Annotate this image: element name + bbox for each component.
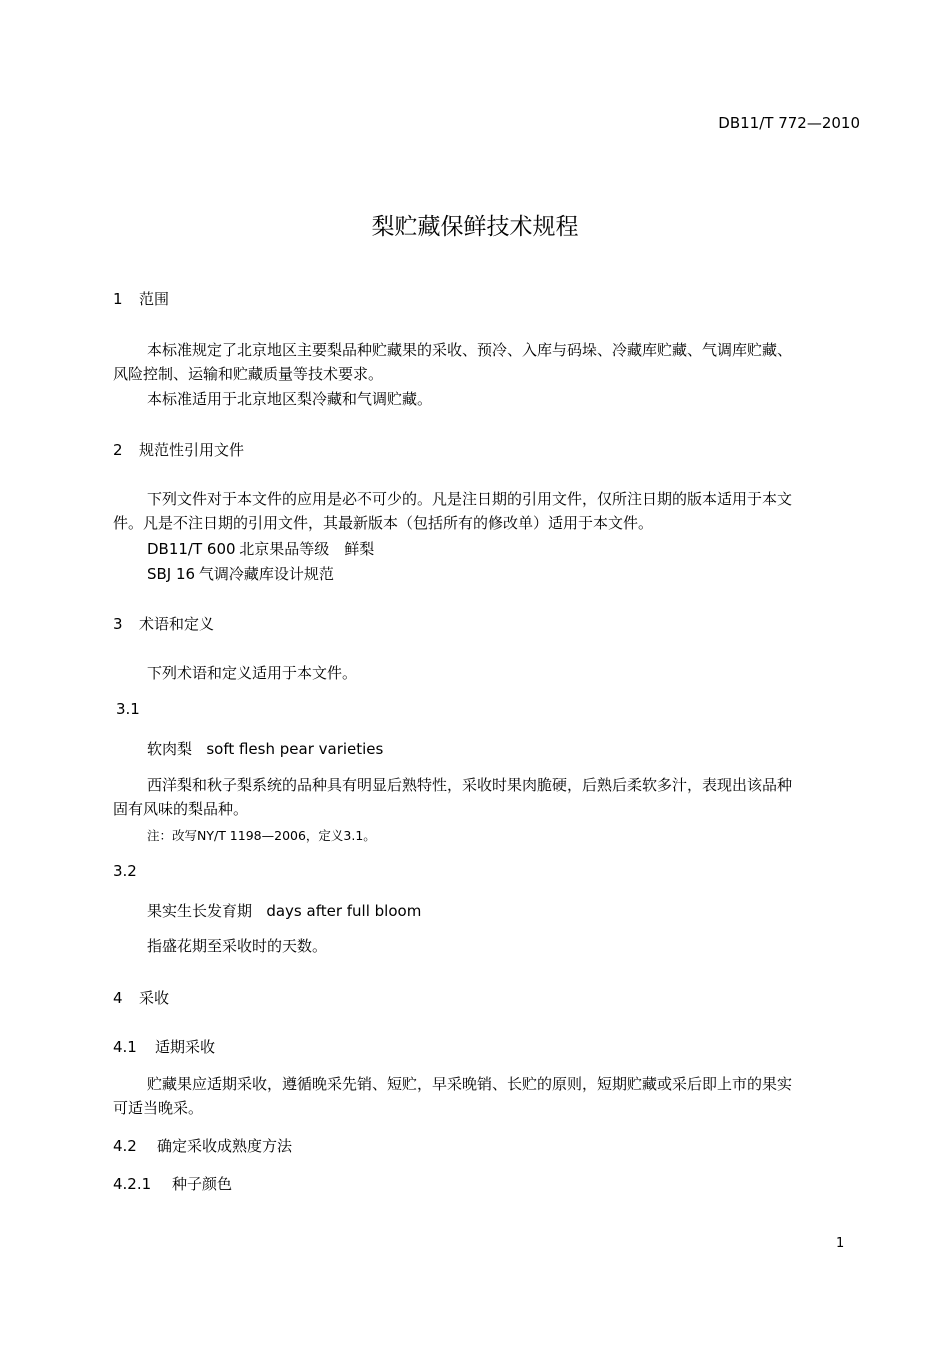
term-chinese: 软肉梨 xyxy=(147,740,193,758)
subsection-heading xyxy=(113,1036,215,1057)
subsection-heading xyxy=(113,1173,232,1194)
subsection-number: 4.1 xyxy=(113,1038,137,1056)
paragraph-line: 下列术语和定义适用于本文件。 xyxy=(147,664,358,682)
subsection-number: 4.2.1 xyxy=(113,1175,152,1193)
section-number: 1 xyxy=(113,290,123,308)
paragraph-line: 指盛花期至采收时的天数。 xyxy=(147,937,328,955)
term-chinese: 果实生长发育期 xyxy=(147,902,253,920)
reference-item xyxy=(147,538,374,559)
section-number: 4 xyxy=(113,989,123,1007)
section-heading-3 xyxy=(113,613,214,634)
term-english: soft flesh pear varieties xyxy=(206,740,384,758)
section-title: 范围 xyxy=(139,290,170,308)
paragraph-line: 西洋梨和秋子梨系统的品种具有明显后熟特性，采收时果肉脆硬，后熟后柔软多汁，表现出该品种 xyxy=(147,776,793,794)
term-heading xyxy=(147,738,383,759)
section-title: 规范性引用文件 xyxy=(139,441,245,459)
reference-title: 气调冷藏库设计规范 xyxy=(198,565,334,583)
reference-title: 北京果品等级 鲜梨 xyxy=(239,540,375,558)
subsection-heading xyxy=(113,1135,292,1156)
paragraph-line: 风险控制、运输和贮藏质量等技术要求。 xyxy=(113,365,384,383)
section-title: 术语和定义 xyxy=(139,615,215,633)
paragraph-line: 固有风味的梨品种。 xyxy=(113,800,249,818)
term-number: 3.2 xyxy=(113,862,137,880)
subsection-title: 适期采收 xyxy=(155,1038,216,1056)
reference-item xyxy=(147,563,334,584)
term-english: days after full bloom xyxy=(266,902,422,920)
section-heading-1 xyxy=(113,288,169,309)
page-number: 1 xyxy=(836,1236,845,1251)
reference-code: DB11/T 600 xyxy=(147,540,236,558)
section-number: 3 xyxy=(113,615,123,633)
paragraph-line: 可适当晚采。 xyxy=(113,1099,204,1117)
subsection-number: 4.2 xyxy=(113,1137,137,1155)
term-number: 3.1 xyxy=(116,700,140,718)
paragraph-line: 本标准适用于北京地区梨冷藏和气调贮藏。 xyxy=(147,390,433,408)
section-title: 采收 xyxy=(139,989,170,1007)
subsection-title: 确定采收成熟度方法 xyxy=(157,1137,293,1155)
section-heading-4 xyxy=(113,987,169,1008)
paragraph-line: 贮藏果应适期采收，遵循晚采先销、短贮，早采晚销、长贮的原则，短期贮藏或采后即上市的果实 xyxy=(147,1075,793,1093)
paragraph-line: 件。凡是不注日期的引用文件，其最新版本（包括所有的修改单）适用于本文件。 xyxy=(113,514,654,532)
section-heading-2 xyxy=(113,439,244,460)
section-number: 2 xyxy=(113,441,123,459)
document-code: DB11/T 772—2010 xyxy=(718,114,860,132)
note: 注：改写NY/T 1198—2006，定义3.1。 xyxy=(147,828,376,843)
term-heading xyxy=(147,900,421,921)
subsection-title: 种子颜色 xyxy=(172,1175,233,1193)
paragraph-line: 下列文件对于本文件的应用是必不可少的。凡是注日期的引用文件，仅所注日期的版本适用于本文 xyxy=(147,490,793,508)
paragraph-line: 本标准规定了北京地区主要梨品种贮藏果的采收、预冷、入库与码垛、冷藏库贮藏、气调库贮藏、 xyxy=(147,341,793,359)
page-title: 梨贮藏保鲜技术规程 xyxy=(371,214,579,240)
reference-code: SBJ 16 xyxy=(147,565,196,583)
